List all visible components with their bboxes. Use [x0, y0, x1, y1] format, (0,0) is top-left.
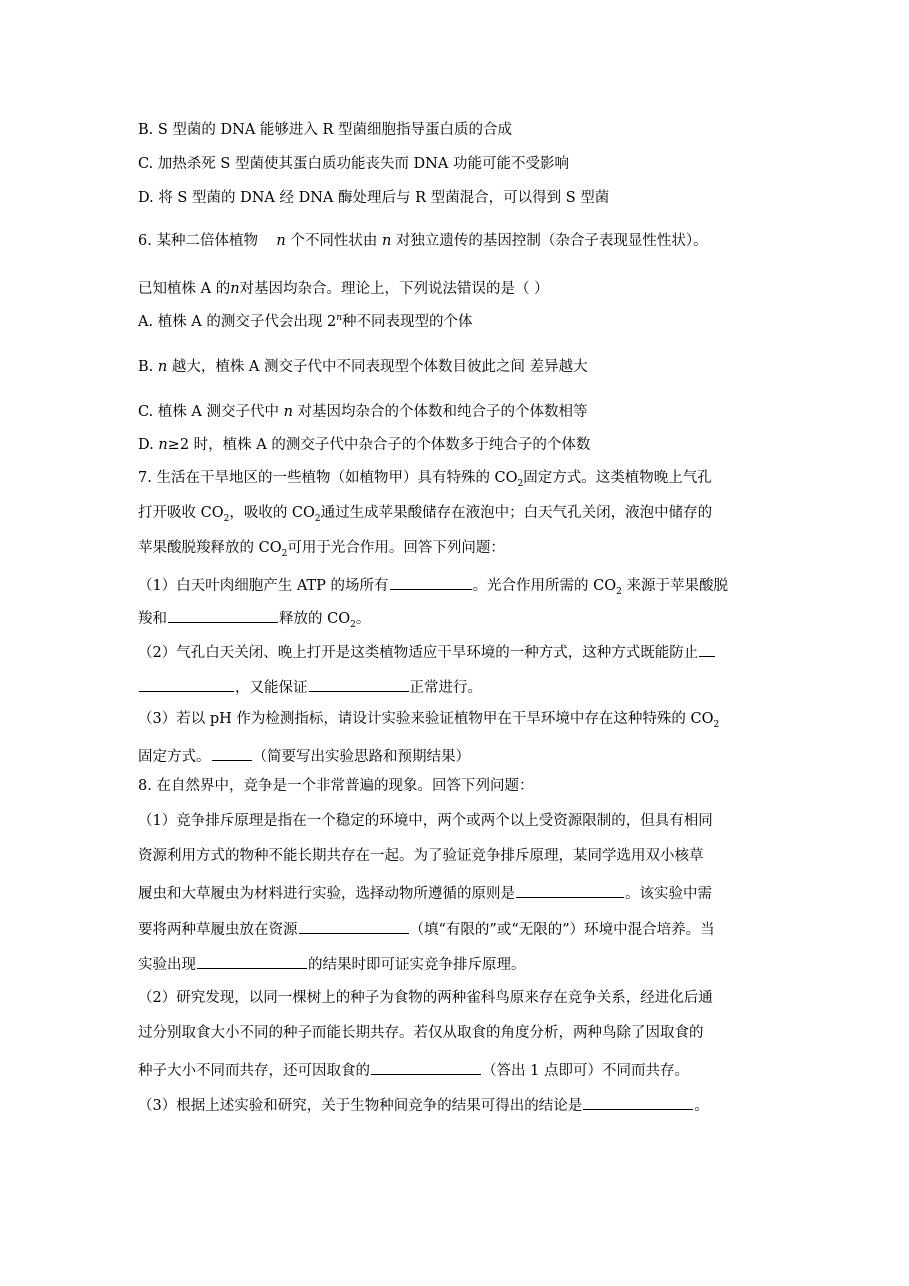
q6-option-b: B. n 越大，植株 A 测交子代中不同表现型个体数目彼此之间 差异越大 — [138, 359, 588, 375]
q7-sub1-line2: 羧和 释放的 $CO_2$。 — [138, 606, 370, 629]
answer-blank[interactable] — [139, 675, 234, 692]
answer-blank[interactable] — [516, 881, 624, 898]
q8-sub2-line1: （2）研究发现，以同一棵树上的种子为食物的两种雀科鸟原来存在竞争关系，经进化后通 — [138, 990, 713, 1006]
answer-blank[interactable] — [583, 1093, 693, 1110]
q6-stem-line2: 已知植株 A 的n对基因均杂合。理论上，下列说法错误的是（ ） — [138, 281, 549, 297]
answer-blank[interactable] — [699, 640, 715, 657]
answer-blank[interactable] — [390, 573, 472, 590]
answer-blank[interactable] — [371, 1058, 481, 1075]
q7-sub1-line1: （1）白天叶肉细胞产生 ATP 的场所有 。光合作用所需的 $CO_2$ 来源于苹果酸脱 — [138, 573, 728, 596]
answer-blank[interactable] — [168, 606, 278, 623]
answer-blank[interactable] — [309, 675, 409, 692]
q7-sub3-line1: （3）若以 pH 作为检测指标，请设计实验来验证植物甲在干旱环境中存在这种特殊的 $CO_2$ — [138, 711, 720, 730]
q8-sub1-line1: （1）竞争排斥原理是指在一个稳定的环境中，两个或两个以上受资源限制的，但具有相同 — [138, 813, 713, 829]
q6-stem-line1: 6. 某种二倍体植物 n 个不同性状由 n 对独立遗传的基因控制（杂合子表现显性性状）。 — [138, 233, 708, 249]
q8-sub3: （3）根据上述实验和研究，关于生物种间竞争的结果可得出的结论是 。 — [138, 1093, 709, 1116]
answer-blank[interactable] — [299, 917, 409, 934]
q8-sub1-line3: 履虫和大草履虫为材料进行实验，选择动物所遵循的原则是 。该实验中需 — [138, 881, 712, 904]
answer-blank[interactable] — [212, 744, 252, 761]
q8-sub2-line3: 种子大小不同而共存，还可因取食的 （答出 1 点即可）不同而共存。 — [138, 1058, 689, 1081]
q6-option-d: D. n≥2 时，植株 A 的测交子代中杂合子的个体数多于纯合子的个体数 — [138, 437, 591, 453]
q7-stem-line2: 打开吸收 $CO_2$，吸收的 $CO_2$通过生成苹果酸储存在液泡中；白天气孔关闭，液泡中储存的 — [138, 505, 713, 524]
q7-stem-line3: 苹果酸脱羧释放的 $CO_2$可用于光合作用。回答下列问题： — [138, 540, 505, 559]
q5-option-d: D. 将 S 型菌的 DNA 经 DNA 酶处理后与 R 型菌混合，可以得到 S 型菌 — [138, 190, 610, 206]
q7-sub2-line1: （2）气孔白天关闭、晚上打开是这类植物适应干旱环境的一种方式，这种方式既能防止 — [138, 640, 716, 663]
q5-option-c: C. 加热杀死 S 型菌使其蛋白质功能丧失而 DNA 功能可能不受影响 — [138, 156, 569, 172]
q8-stem: 8. 在自然界中，竞争是一个非常普遍的现象。回答下列问题： — [138, 778, 534, 794]
q8-sub1-line5: 实验出现 的结果时即可证实竞争排斥原理。 — [138, 952, 526, 975]
q8-sub1-line2: 资源利用方式的物种不能长期共存在一起。为了验证竞争排斥原理，某同学选用双小核草 — [138, 848, 704, 864]
q6-option-a: A. 植株 A 的测交子代会出现 2$^n$种不同表现型的个体 — [138, 313, 473, 330]
q7-sub3-line2: 固定方式。 （简要写出实验思路和预期结果） — [138, 744, 470, 767]
answer-blank[interactable] — [197, 952, 307, 969]
q7-sub2-line2: ，又能保证 正常进行。 — [138, 675, 482, 698]
q7-stem-line1: 7. 生活在干旱地区的一些植物（如植物甲）具有特殊的 $CO_2$固定方式。这类植物晚上气孔 — [138, 470, 712, 489]
q8-sub1-line4: 要将两种草履虫放在资源 （填“有限的”或“无限的”）环境中混合培养。当 — [138, 917, 715, 940]
q8-sub2-line2: 过分别取食大小不同的种子而能长期共存。若仅从取食的角度分析，两种鸟除了因取食的 — [138, 1025, 704, 1041]
q5-option-b: B. S 型菌的 DNA 能够进入 R 型菌细胞指导蛋白质的合成 — [138, 122, 513, 138]
q6-option-c: C. 植株 A 测交子代中 n 对基因均杂合的个体数和纯合子的个体数相等 — [138, 404, 588, 420]
